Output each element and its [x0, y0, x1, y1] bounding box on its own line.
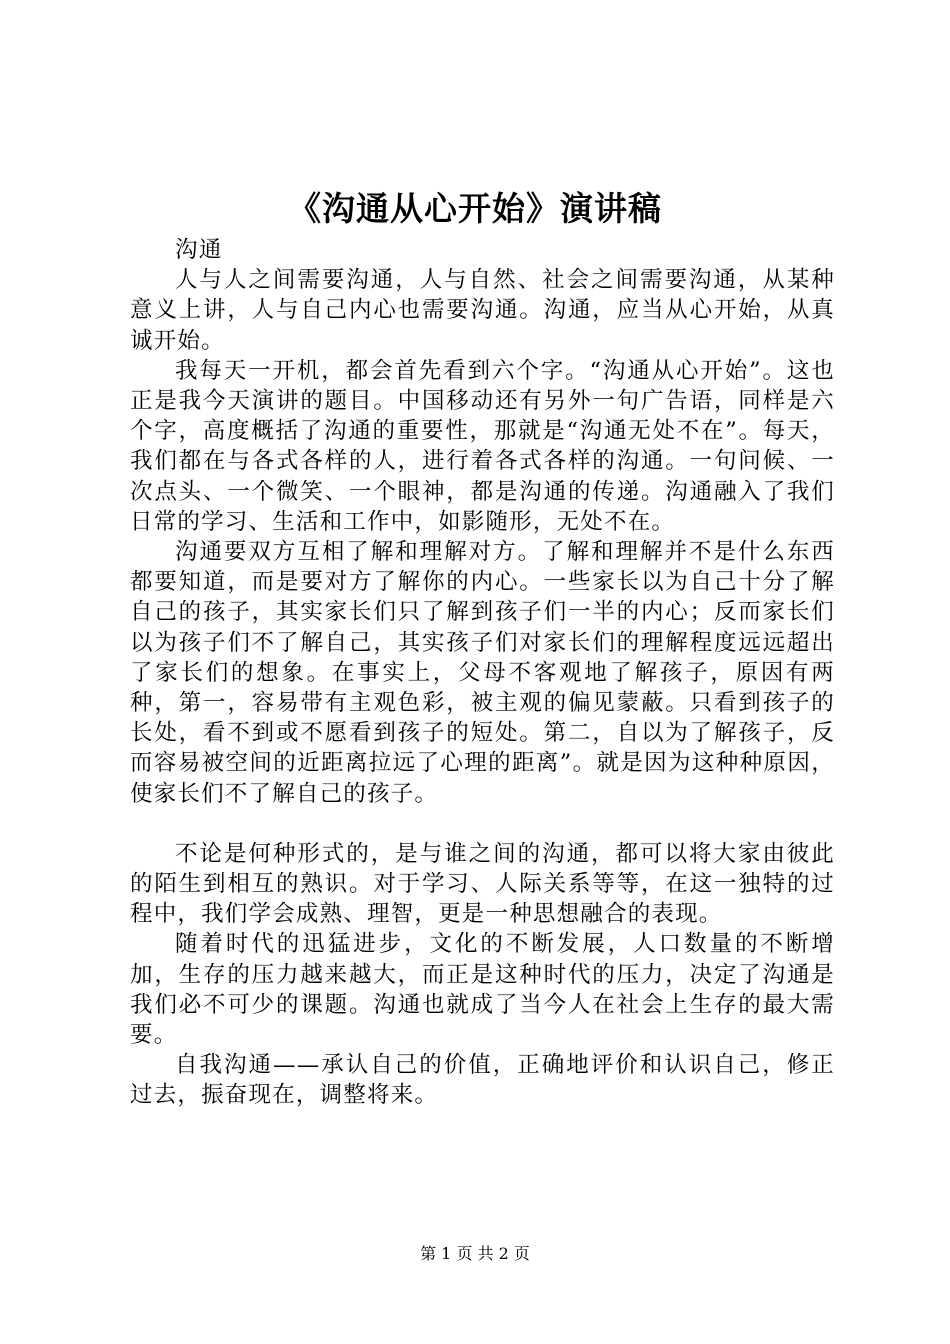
paragraph: 自我沟通——承认自己的价值，正确地评价和认识自己，修正过去，振奋现在，调整将来。: [130, 1052, 835, 1109]
paragraph: 人与人之间需要沟通，人与自然、社会之间需要沟通，从某种意义上讲，人与自己内心也需要沟通。沟通，应当从心开始，从真诚开始。: [130, 267, 835, 354]
document-title: 《沟通从心开始》演讲稿: [288, 189, 662, 228]
document-body: [130, 235, 835, 1111]
page-number-footer: 第 1 页 共 2 页: [420, 1244, 530, 1263]
paragraph: 不论是何种形式的，是与谁之间的沟通，都可以将大家由彼此的陌生到相互的熟识。对于学习、人际关系等等，在这一独特的过程中，我们学会成熟、理智，更是一种思想融合的表现。: [130, 840, 835, 928]
paragraph: 随着时代的迅猛进步，文化的不断发展，人口数量的不断增加，生存的压力越来越大，而正是这种时代的压力，决定了沟通是我们必不可少的课题。沟通也就成了当今人在社会上生存的最大需要。: [130, 931, 835, 1049]
paragraph: 我每天一开机，都会首先看到六个字。“沟通从心开始”。这也正是我今天演讲的题目。中国移动还有另外一句广告语，同样是六个字，高度概括了沟通的重要性，那就是“沟通无处不在”。每天，我们都在与各式各样的人，进行着各式各样的沟通。一句问候、一次点头、一个微笑、一个眼神，都是沟通的传递。沟通融入了我们日常的学习、生活和工作中，如影随形，无处不在。: [130, 357, 835, 535]
paragraph: 沟通要双方互相了解和理解对方。了解和理解并不是什么东西都要知道，而是要对方了解你的内心。一些家长以为自己十分了解自己的孩子，其实家长们只了解到孩子们一半的内心；反而家长们以为孩子们不了解自己，其实孩子们对家长们的理解程度远远超出了家长们的想象。在事实上，父母不客观地了解孩子，原因有两种，第一，容易带有主观色彩，被主观的偏见蒙蔽。只看到孩子的长处，看不到或不愿看到孩子的短处。第二，自以为了解孩子，反而容易被空间的近距离拉远了心理的距离”。就是因为这种种原因，使家长们不了解自己的孩子。: [130, 539, 835, 807]
paragraph: 沟通: [175, 237, 223, 263]
